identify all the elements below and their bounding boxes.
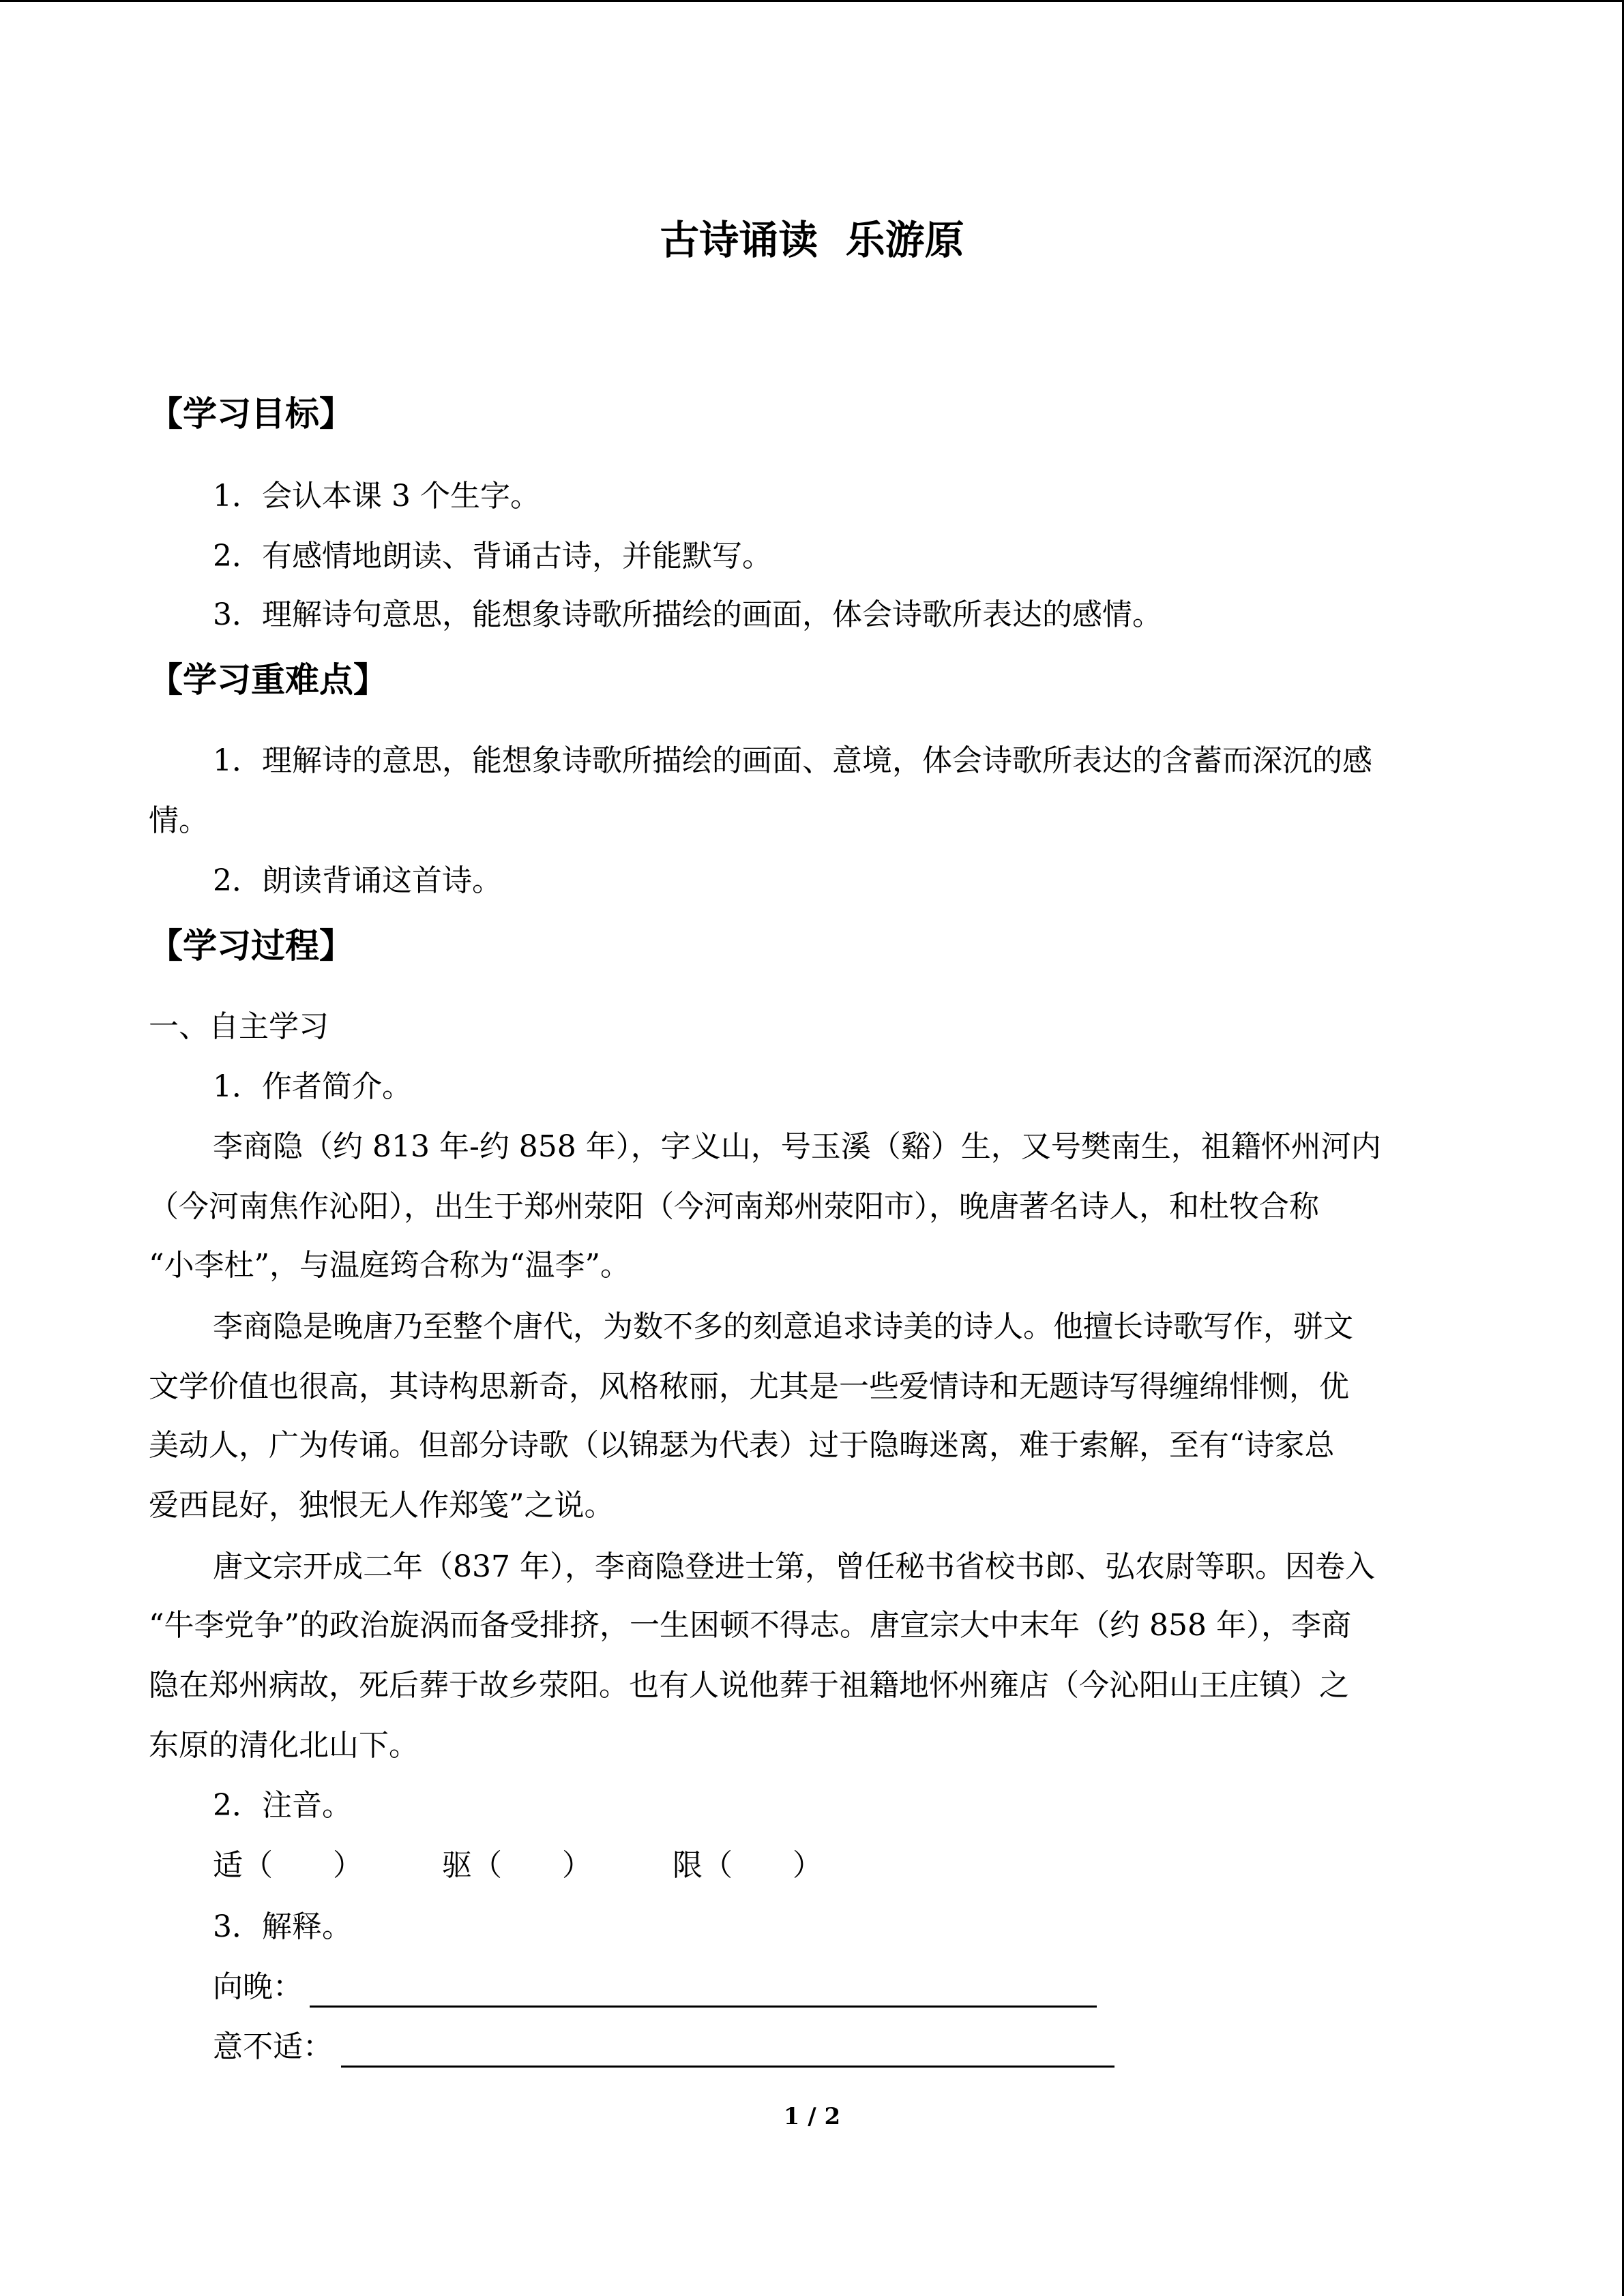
key-point-1-line2: 情。 [149,803,209,838]
para3-line4: 东原的清化北山下。 [149,1728,419,1763]
para2-line4: 爱西昆好，独恨无人作郑笺”之说。 [149,1488,615,1523]
part-1-heading: 一、自主学习 [149,1009,329,1044]
explain-term-yibushi: 意不适： [213,2029,333,2064]
goal-item-1: 1．会认本课 3 个生字。 [213,479,540,513]
pinyin-item-xian[interactable]: 限（ ） [673,1848,823,1883]
answer-line-yibushi[interactable] [341,2066,1114,2068]
pinyin-item-shi[interactable]: 适（ ） [213,1848,363,1883]
para3-line1: 唐文宗开成二年（837 年），李商隐登进士第，曾任秘书省校书郎、弘农尉等职。因卷入 [213,1549,1375,1584]
section-heading-process: 【学习过程】 [149,925,353,966]
section-heading-goals: 【学习目标】 [149,393,353,434]
section-heading-key-points: 【学习重难点】 [149,659,387,700]
pinyin-label: 2．注音。 [213,1788,352,1823]
explain-term-xiangwan: 向晚： [213,1969,303,2004]
key-point-1-line1: 1．理解诗的意思，能想象诗歌所描绘的画面、意境，体会诗歌所表达的含蓄而深沉的感 [213,743,1372,778]
para3-line3: 隐在郑州病故，死后葬于故乡荥阳。也有人说他葬于祖籍地怀州雍店（今沁阳山王庄镇）之 [149,1668,1349,1703]
para3-line2: “牛李党争”的政治旋涡而备受排挤，一生困顿不得志。唐宣宗大中末年（约 858 年），李商 [149,1608,1351,1643]
goal-item-2: 2．有感情地朗读、背诵古诗，并能默写。 [213,539,772,573]
para2-line2: 文学价值也很高，其诗构思新奇，风格秾丽，尤其是一些爱情诗和无题诗写得缠绵悱恻，优 [149,1369,1349,1404]
author-intro-label: 1．作者简介。 [213,1069,412,1104]
pinyin-item-qu[interactable]: 驱（ ） [442,1848,592,1883]
document-title: 古诗诵读 乐游原 [660,217,964,263]
explain-label: 3．解释。 [213,1909,352,1944]
para2-line1: 李商隐是晚唐乃至整个唐代，为数不多的刻意追求诗美的诗人。他擅长诗歌写作，骈文 [213,1309,1353,1344]
para1-line1: 李商隐（约 813 年-约 858 年），字义山，号玉溪（谿）生，又号樊南生，祖籍怀州河内 [213,1129,1381,1164]
para1-line3: “小李杜”，与温庭筠合称为“温李”。 [149,1248,630,1283]
para1-line2: （今河南焦作沁阳），出生于郑州荥阳（今河南郑州荥阳市），晚唐著名诗人，和杜牧合称 [149,1189,1319,1224]
page-number: 1 / 2 [783,2103,841,2130]
answer-line-xiangwan[interactable] [310,2006,1097,2008]
key-point-2: 2．朗读背诵这首诗。 [213,863,502,898]
para2-line3: 美动人，广为传诵。但部分诗歌（以锦瑟为代表）过于隐晦迷离，难于索解，至有“诗家总 [149,1428,1335,1463]
goal-item-3: 3．理解诗句意思，能想象诗歌所描绘的画面，体会诗歌所表达的感情。 [213,597,1162,632]
